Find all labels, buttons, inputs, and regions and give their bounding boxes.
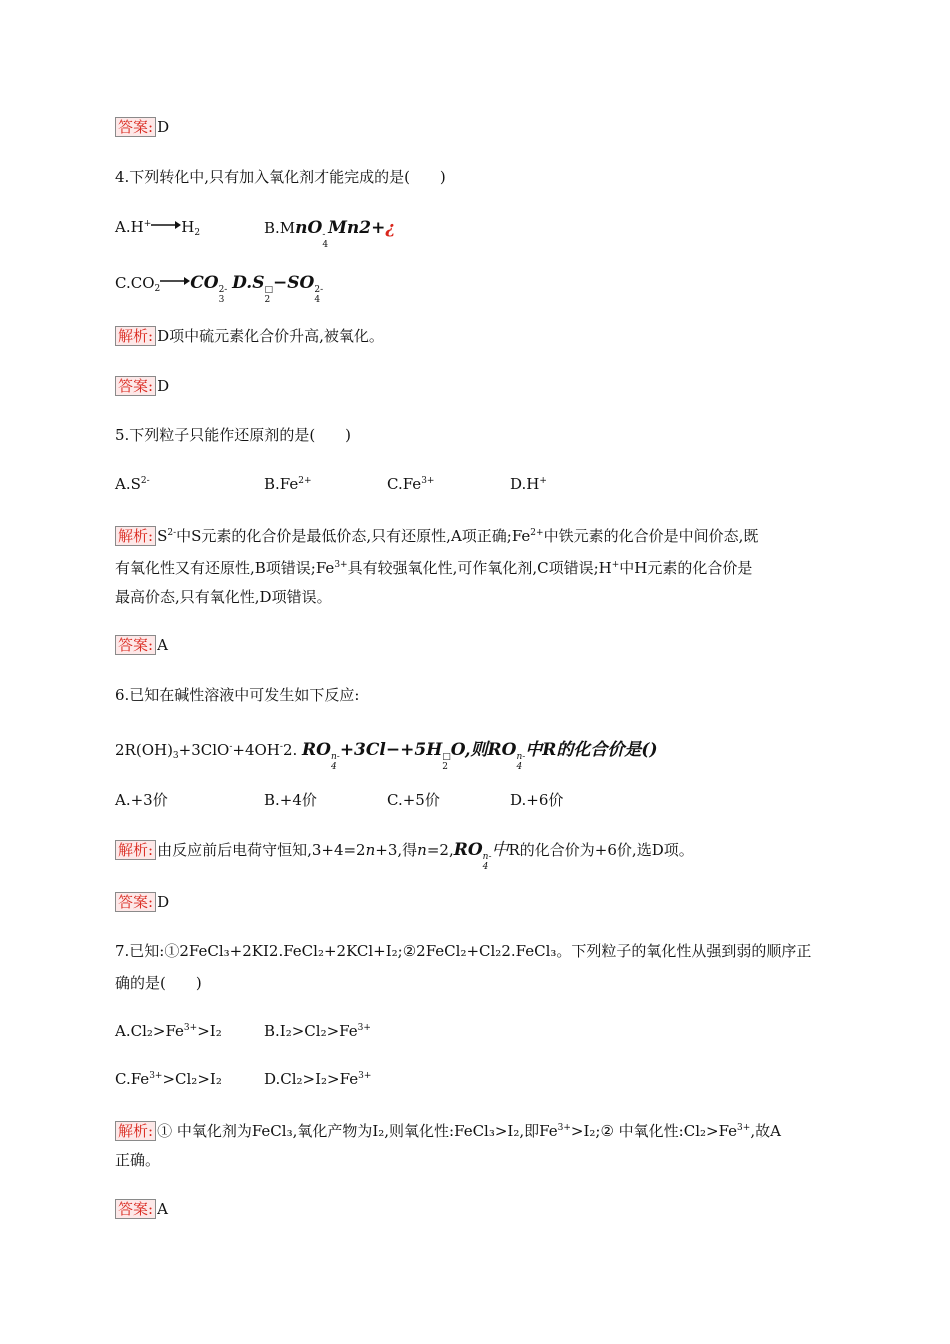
- q5-answer-line: 答案: A: [115, 635, 168, 655]
- q5-option-c: $C.Fe^{3+}$: [387, 475, 435, 493]
- q4-option-a: A.H+ $H_2$: [115, 218, 201, 238]
- q5-analysis-line3: 最高价态,只有氧化性,D项错误。: [115, 588, 332, 606]
- q6-option-c: C.+5价: [387, 791, 440, 809]
- q5-analysis-line2: 有氧化性又有还原性,B项错误$;Fe^{3+}$具有较强氧化性,可作氧化剂,C项错误;H+中H元素的化合价是: [115, 559, 753, 577]
- q5-analysis-line1: 解析: $S^{2-}$中S元素的化合价是最低价态,只有还原性,A项正确$;Fe^{2+}$中铁元素的化合价是中间价态,既: [115, 523, 758, 546]
- q7-option-d: $D.Cl_2>I_2>Fe^{3+}$: [264, 1070, 372, 1088]
- q7-answer-line: 答案: A: [115, 1199, 168, 1219]
- q4-option-b: B.MnO - 4 Mn2+¿: [264, 218, 396, 250]
- q6-option-a: A.+3价: [115, 791, 168, 809]
- reaction-arrow-icon: [151, 220, 181, 230]
- analysis-tag: 解析:: [115, 1121, 156, 1141]
- q5-option-b: $B.Fe^{2+}$: [264, 475, 312, 493]
- q4-option-c: $C.CO_2$ CO 2- 3 D.S □ 2 −SO 2- 4: [115, 273, 324, 305]
- q6-analysis: 解析: 由反应前后电荷守恒知,3+4=2n+3,得n=2,RO n- 4 中R的化合价为+6价,选D项。: [115, 840, 694, 872]
- answer-tag: 答案:: [115, 892, 156, 912]
- q7-option-b: $B.I_2>Cl_2>Fe^{3+}$: [264, 1022, 371, 1040]
- q6-answer-line: 答案: D: [115, 892, 169, 912]
- q5-option-a: $A.S^{2-}$: [115, 475, 150, 493]
- q4-stem: 4.下列转化中,只有加入氧化剂才能完成的是( ): [115, 168, 446, 186]
- analysis-tag: 解析:: [115, 326, 156, 346]
- q6-option-b: B.+4价: [264, 791, 317, 809]
- analysis-tag: 解析:: [115, 526, 156, 546]
- q5-stem: 5.下列粒子只能作还原剂的是( ): [115, 426, 352, 444]
- q7-analysis-line1: 解析: ① 中氧化剂为FeCl₃,氧化产物为I₂,则氧化性:FeCl₃>I₂,即$Fe^{3+}>I_2;②$ 中氧化性$:Cl_2>Fe^{3+}$,故A: [115, 1118, 781, 1141]
- q4-analysis: 解析: D项中硫元素化合价升高,被氧化。: [115, 326, 384, 346]
- q7-stem-line1: 7.已知:①2FeCl₃+2KI2.FeCl₂+2KCl+I₂;②2FeCl₂+Cl₂2.FeCl₃。下列粒子的氧化性从强到弱的顺序正: [115, 942, 812, 960]
- analysis-tag: 解析:: [115, 840, 156, 860]
- q6-option-d: D.+6价: [510, 791, 564, 809]
- q6-stem: 6.已知在碱性溶液中可发生如下反应:: [115, 686, 360, 704]
- broken-glyph: ¿: [385, 218, 396, 238]
- answer-tag: 答案:: [115, 1199, 156, 1219]
- q3-answer: D: [157, 118, 170, 136]
- q7-option-a: $A.Cl_2>Fe^{3+}>I_2$: [115, 1022, 222, 1040]
- q6-equation: $2R(OH)_3+3ClO^-+4OH^-2$. RO n- 4 +3Cl−+5H □ 2 O,则RO n- 4 中R的化合价是(): [115, 740, 658, 772]
- answer-tag: 答案:: [115, 635, 156, 655]
- q4-answer-line: 答案: D: [115, 376, 169, 396]
- reaction-arrow-icon: [160, 276, 190, 286]
- answer-tag: 答案:: [115, 376, 156, 396]
- q7-option-c: $C.Fe^{3+}>Cl_2>I_2$: [115, 1070, 222, 1088]
- q7-stem-line2: 确的是( ): [115, 974, 202, 992]
- q5-option-d: D.H+: [510, 475, 547, 493]
- q7-analysis-line2: 正确。: [115, 1151, 161, 1169]
- answer-tag: 答案:: [115, 117, 156, 137]
- q3-answer-line: [115, 117, 169, 137]
